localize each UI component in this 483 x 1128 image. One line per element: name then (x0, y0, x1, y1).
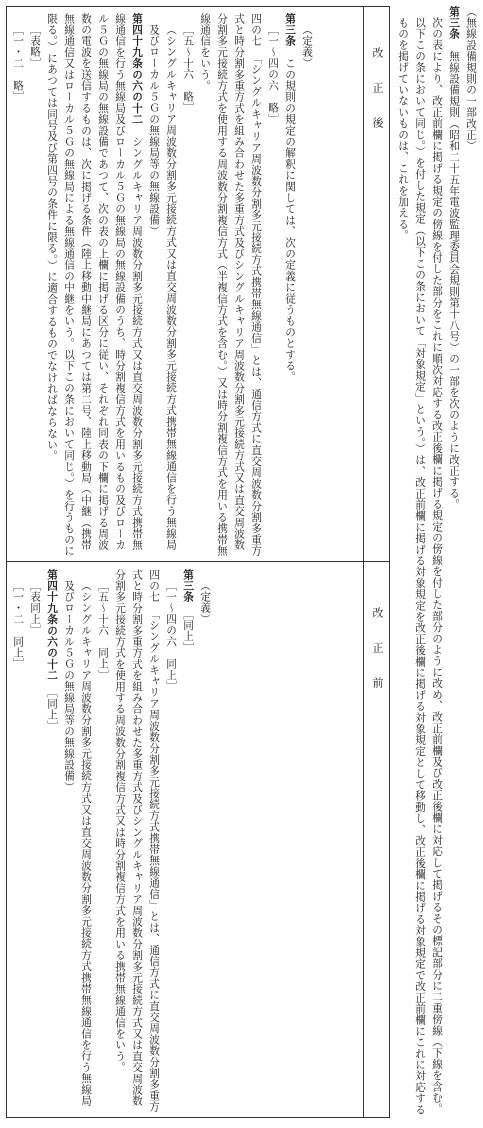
before-art3-text: ［同上］ (182, 613, 194, 654)
after-art49-label: 第四十九条の六の十二 (131, 13, 143, 125)
intro-body: 次の表により、改正前欄に掲げる規定の傍線を付した部分をこれに順次対応する改正後欄に掲げる規定の傍線を付した部分のように改め、改正前欄及び改正後欄に対応して掲げるその標記部分に二重傍線（下線を含む。以下この条において同じ。）を付した規定（以下この条において「対象規定」という。）は、改正前欄に掲げる対象規定を改正後欄に掲げる対象規定として移動し、改正後欄に掲げる対象規定で改正前欄にこれに対応するものを掲げていないものは、これを加える。 (397, 16, 443, 1115)
after-omit2: ［五～十六 略］ (182, 23, 194, 114)
after-art49-text: シングルキャリア周波数分割多元接続方式又は直交周波数分割多元接続方式携帯無線通信を行う無線局及びローカル５Ｇの無線局の無線設備のうち、時分割複信方式を用いるもの及びローカル５Ｇの無線局の無線設備であつて、次の表の上欄に掲げる区分に従い、それぞれ同表の下欄に掲げる周波数の電波を送信するものは、次に掲げる条件（陸上移動中継局にあつては第二号、陸上移動局（中継（携帯無線通信又はローカル５Ｇの無線局による無線通信の中継をいう。以下この条において同じ。）を行うものに限る。）にあつては同号及び第四号の条件に限る。）に適合するものでなければならない。 (46, 13, 143, 557)
after-art3 (281, 13, 298, 557)
before-omit3: ［一・二 同上］ (12, 579, 24, 670)
before-caption2: （シングルキャリア周波数分割多元接続方式又は直交周波数分割多元接続方式携帯無線通信を行う無線局及びローカル５Ｇの無線局等の無線設備） (63, 579, 92, 1106)
after-omit3: ［一・二 略］ (12, 23, 24, 102)
after-caption2: （シングルキャリア周波数分割多元接続方式又は直交周波数分割多元接続方式携帯無線通信を行う無線局及びローカル５Ｇの無線局等の無線設備） (148, 23, 177, 550)
after-art49 (43, 13, 145, 557)
intro-article-label: 第三条 (448, 6, 460, 40)
before-art49-text: ［同上］ (46, 692, 58, 732)
after-art3-text: この規則の規定の解釈に関しては、次の定義に従うものとする。 (284, 57, 296, 383)
table-divider (7, 561, 389, 562)
after-caption: （定義） (301, 23, 313, 69)
intro-article-text: 無線設備規則（昭和二十五年電波監理委員会規則第十八号）の一部を次のように改正する。 (448, 50, 460, 511)
before-omit2: ［五～十六 同上］ (97, 579, 109, 681)
after-art3-label: 第三条 (284, 13, 296, 47)
before-table-label: ［表同上］ (29, 579, 41, 636)
before-art49 (43, 569, 60, 1115)
intro-heading: （無線設備規則の一部改正） (465, 6, 477, 152)
header-before: 改正前 (371, 607, 384, 712)
cell-after-text (9, 13, 315, 557)
before-omit1: ［一～四の六 同上］ (165, 579, 177, 692)
after-item4-7: 四の七 「シングルキャリア周波数分割多元接続方式携帯無線通信」とは、通信方式に直交周波数分割多重方式と時分割多重方式を組み合わせた多重方式及びシングルキャリア周波数分割多元接続方式又は直交周波数分割多元接続方式を使用する周波数分割複信方式（半複信方式を含む。）又は時分割複信方式を用いる携帯無線通信をいう。 (199, 13, 262, 557)
before-item4-7: 四の七 「シングルキャリア周波数分割多元接続方式携帯無線通信」とは、通信方式に直交周波数分割多重方式と時分割多重方式を組み合わせた多重方式及びシングルキャリア周波数分割多元接続方式又は直交周波数分割多元接続方式を使用する周波数分割複信方式又は時分割複信方式を用いる携帯無線通信をいう。 (114, 569, 160, 1113)
cell-after (9, 13, 359, 557)
cell-before-text (9, 569, 213, 1115)
before-art3-label: 第三条 (182, 569, 194, 603)
before-art49-label: 第四十九条の六の十二 (46, 569, 58, 681)
comparison-table (6, 6, 390, 1118)
cell-before (9, 569, 359, 1115)
intro-article (445, 6, 462, 1118)
intro-block (399, 6, 479, 1118)
before-caption: （定義） (199, 579, 211, 625)
before-art3 (179, 569, 196, 1115)
after-table-label: ［表略］ (29, 23, 41, 69)
header-after: 改正後 (371, 47, 384, 152)
after-omit1: ［一～四の六 略］ (267, 23, 279, 125)
table-header-column (363, 7, 389, 1117)
